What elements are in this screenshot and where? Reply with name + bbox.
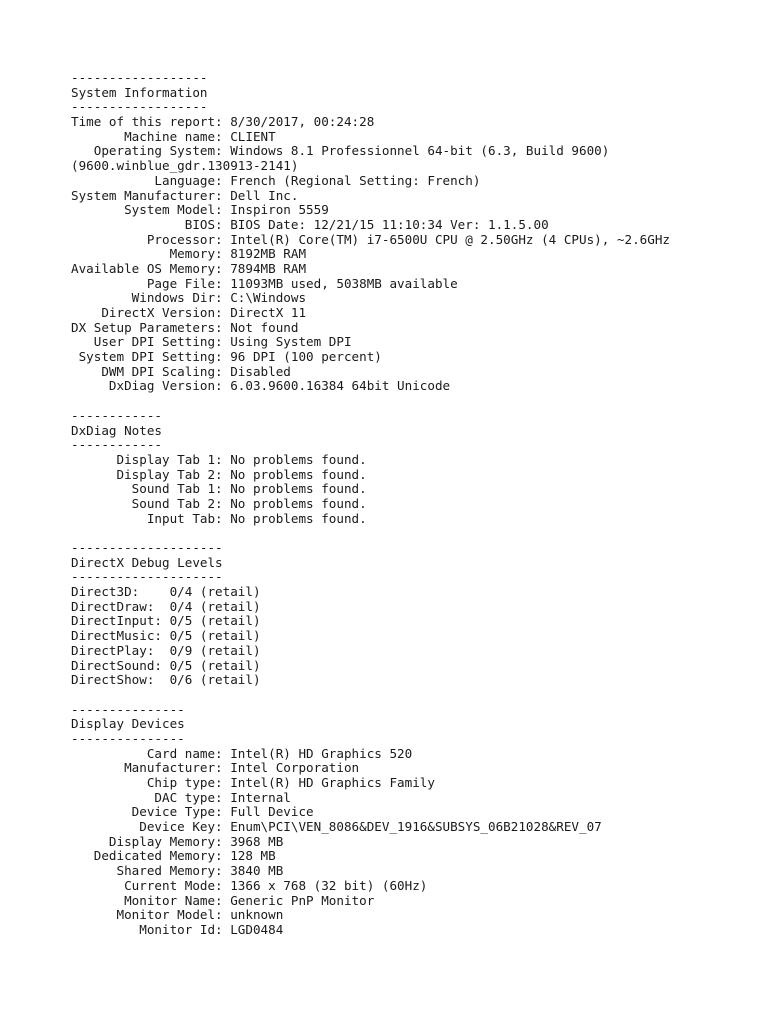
report-line: Memory: 8192MB RAM	[71, 246, 307, 262]
report-line: Direct3D: 0/4 (retail)	[71, 584, 261, 600]
report-line: DirectMusic: 0/5 (retail)	[71, 628, 261, 644]
report-line: DirectX Debug Levels	[71, 554, 223, 570]
report-line: Chip type: Intel(R) HD Graphics Family	[71, 775, 435, 790]
report-line: Display Tab 2: No problems found.	[71, 466, 367, 482]
report-line: System Model: Inspiron 5559	[71, 202, 329, 218]
report-line: DX Setup Parameters: Not found	[71, 319, 299, 335]
report-line: Machine name: CLIENT	[71, 128, 276, 144]
report-line: Device Key: Enum\PCI\VEN_8086&DEV_1916&SUBSYS_06B21028&REV_07	[71, 819, 602, 835]
report-line: Operating System: Windows 8.1 Professionnel 64-bit (6.3, Build 9600)	[71, 143, 610, 159]
report-line: Current Mode: 1366 x 768 (32 bit) (60Hz)	[71, 877, 428, 893]
report-line: DxDiag Notes	[71, 422, 162, 438]
report-line: BIOS: BIOS Date: 12/21/15 11:10:34 Ver: 1.1.5.00	[71, 216, 549, 232]
report-line: Monitor Id: LGD0484	[71, 921, 284, 937]
report-line: Sound Tab 1: No problems found.	[71, 481, 367, 497]
report-line: (9600.winblue_gdr.130913-2141)	[71, 158, 299, 174]
report-line: ------------------	[71, 70, 208, 85]
report-line: Monitor Name: Generic PnP Monitor	[71, 892, 375, 908]
report-line: Input Tab: No problems found.	[71, 510, 367, 526]
report-line: Page File: 11093MB used, 5038MB available	[71, 275, 458, 291]
report-line: DirectPlay: 0/9 (retail)	[71, 642, 261, 658]
report-line: Language: French (Regional Setting: French)	[71, 172, 481, 188]
report-line: System DPI Setting: 96 DPI (100 percent)	[71, 349, 382, 365]
report-line: Windows Dir: C:\Windows	[71, 290, 307, 306]
report-line: Monitor Model: unknown	[71, 907, 284, 923]
report-line: Shared Memory: 3840 MB	[71, 863, 284, 879]
report-line: DirectInput: 0/5 (retail)	[71, 613, 261, 629]
report-line	[71, 526, 670, 541]
report-line: Card name: Intel(R) HD Graphics 520	[71, 745, 413, 761]
report-line: DirectDraw: 0/4 (retail)	[71, 598, 261, 614]
report-line: ---------------	[71, 701, 185, 717]
report-line: DAC type: Internal	[71, 789, 291, 805]
report-line: Dedicated Memory: 128 MB	[71, 848, 276, 864]
report-line: Available OS Memory: 7894MB RAM	[71, 260, 307, 276]
report-line: User DPI Setting: Using System DPI	[71, 334, 352, 350]
report-line: ---------------	[71, 730, 185, 746]
dxdiag-report	[71, 71, 670, 938]
report-line: System Information	[71, 84, 208, 100]
report-line: Time of this report: 8/30/2017, 00:24:28	[71, 114, 375, 130]
report-line: DxDiag Version: 6.03.9600.16384 64bit Unicode	[71, 378, 451, 394]
report-line: DirectSound: 0/5 (retail)	[71, 657, 261, 673]
report-line: Display Memory: 3968 MB	[71, 833, 284, 849]
report-line: DWM DPI Scaling: Disabled	[71, 363, 291, 379]
report-line: ------------	[71, 407, 162, 423]
report-line: System Manufacturer: Dell Inc.	[71, 187, 299, 203]
report-line: --------------------	[71, 540, 223, 555]
report-line: Sound Tab 2: No problems found.	[71, 495, 367, 511]
report-line	[71, 688, 670, 703]
report-line: ------------	[71, 437, 162, 453]
report-line: Display Tab 1: No problems found.	[71, 451, 367, 467]
report-line: ------------------	[71, 99, 208, 115]
report-line: Manufacturer: Intel Corporation	[71, 760, 360, 776]
report-line: DirectX Version: DirectX 11	[71, 305, 307, 320]
report-line: --------------------	[71, 569, 223, 585]
report-line: Display Devices	[71, 716, 185, 732]
report-line: DirectShow: 0/6 (retail)	[71, 672, 261, 688]
report-line: Processor: Intel(R) Core(TM) i7-6500U CPU @ 2.50GHz (4 CPUs), ~2.6GHz	[71, 231, 670, 247]
report-line	[71, 394, 670, 409]
report-line: Device Type: Full Device	[71, 804, 314, 820]
